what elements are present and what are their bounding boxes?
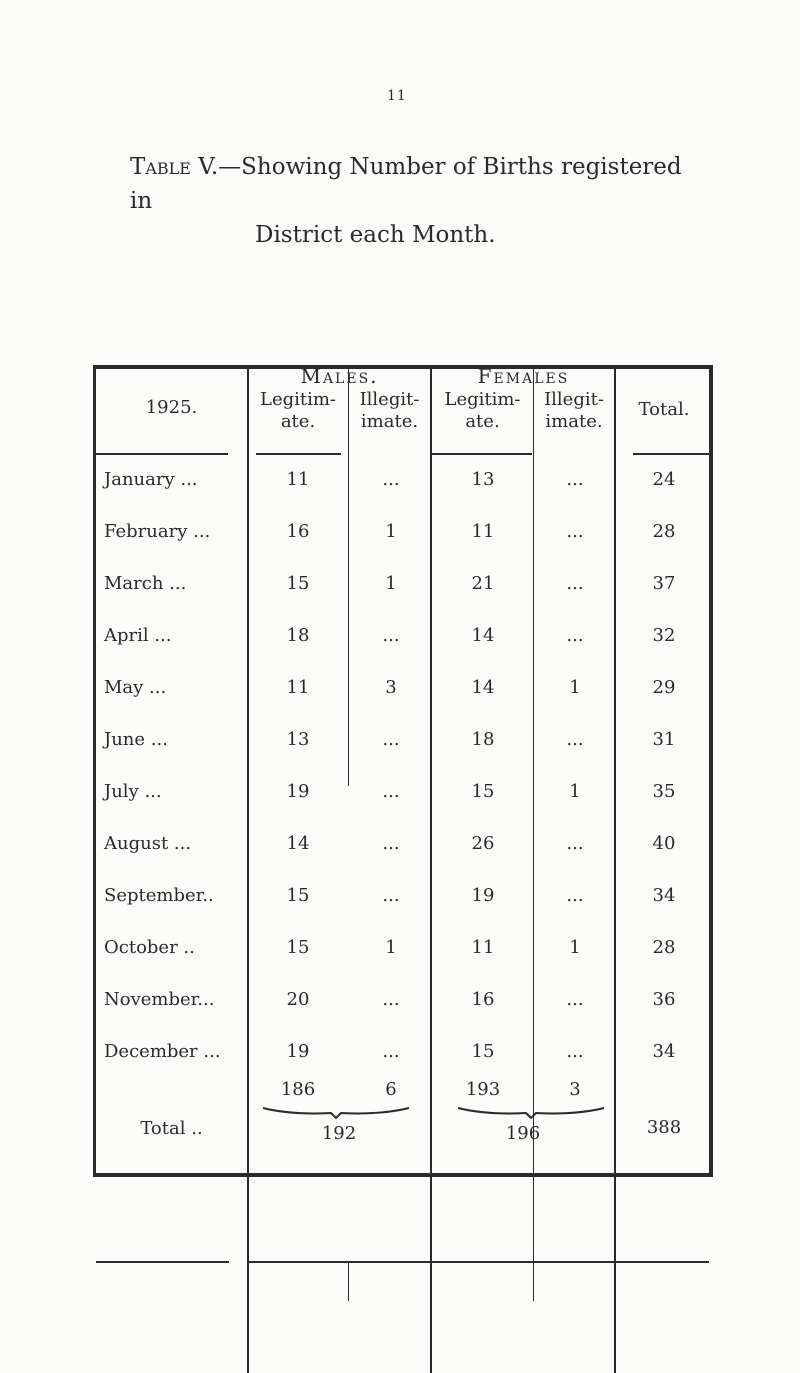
total-value: 37 — [652, 573, 676, 594]
males-legit-value: 19 — [286, 1041, 310, 1062]
females-illegit-value: ... — [566, 469, 584, 490]
row-month: October .. — [104, 937, 195, 958]
females-illegit-header-line2: imate. — [545, 411, 603, 432]
males-legit-total: 186 — [280, 1079, 316, 1100]
males-illegit-header-line1: Illegit- — [359, 389, 420, 410]
col-rule-1 — [247, 369, 249, 1373]
males-illegit-value: ... — [382, 625, 400, 646]
males-illegit-value: 1 — [385, 937, 397, 958]
males-header: Males. — [300, 364, 379, 388]
females-illegit-value: 1 — [569, 937, 581, 958]
females-illegit-value: ... — [566, 729, 584, 750]
header-rule-2 — [256, 453, 341, 455]
females-illegit-value: 1 — [569, 781, 581, 802]
total-value: 35 — [652, 781, 676, 802]
row-month: June ... — [104, 729, 168, 750]
total-value: 24 — [652, 469, 676, 490]
males-illegit-value: ... — [382, 729, 400, 750]
births-table — [93, 365, 713, 1177]
females-illegit-value: ... — [566, 989, 584, 1010]
females-legit-value: 16 — [471, 989, 495, 1010]
total-rule-2 — [249, 1261, 709, 1263]
males-legit-value: 18 — [286, 625, 310, 646]
females-legit-value: 11 — [471, 937, 495, 958]
females-legit-value: 15 — [471, 781, 495, 802]
females-illegit-total: 3 — [569, 1079, 581, 1100]
males-legit-value: 14 — [286, 833, 310, 854]
row-month: August ... — [104, 833, 192, 854]
males-illegit-value: ... — [382, 885, 400, 906]
males-legit-value: 16 — [286, 521, 310, 542]
total-value: 40 — [652, 833, 676, 854]
caption-text-line2: District each Month. — [255, 222, 496, 248]
males-illegit-value: 1 — [385, 573, 397, 594]
females-legit-value: 11 — [471, 521, 495, 542]
males-legit-value: 13 — [286, 729, 310, 750]
females-legit-total: 193 — [465, 1079, 501, 1100]
males-legit-value: 15 — [286, 937, 310, 958]
caption-label: Table V. — [130, 154, 219, 180]
males-illegit-total: 6 — [385, 1079, 397, 1100]
females-legit-value: 14 — [471, 625, 495, 646]
females-illegit-value: ... — [566, 885, 584, 906]
females-illegit-value: ... — [566, 625, 584, 646]
females-legit-header-line2: ate. — [465, 411, 500, 432]
females-illegit-value: 1 — [569, 677, 581, 698]
row-month: July ... — [104, 781, 162, 802]
males-illegit-value: 3 — [385, 677, 397, 698]
header-rule-3 — [432, 453, 532, 455]
females-legit-value: 18 — [471, 729, 495, 750]
row-month: January ... — [104, 469, 198, 490]
col-rule-2d — [348, 1261, 349, 1301]
total-value: 32 — [652, 625, 676, 646]
females-illegit-value: ... — [566, 833, 584, 854]
row-month: April ... — [104, 625, 172, 646]
males-illegit-value: ... — [382, 833, 400, 854]
total-header: Total. — [638, 399, 690, 420]
females-header: Females — [477, 364, 570, 388]
header-rule-1 — [96, 453, 228, 455]
females-illegit-value: ... — [566, 1041, 584, 1062]
males-legit-value: 11 — [286, 469, 310, 490]
males-legit-header-line2: ate. — [280, 411, 316, 432]
row-month: May ... — [104, 677, 167, 698]
males-illegit-value: ... — [382, 781, 400, 802]
females-legit-value: 13 — [471, 469, 495, 490]
females-legit-value: 21 — [471, 573, 495, 594]
females-legit-header — [432, 389, 533, 433]
females-legit-value: 14 — [471, 677, 495, 698]
males-legit-header-line1: Legitim- — [259, 389, 337, 410]
total-value: 29 — [652, 677, 676, 698]
total-value: 28 — [652, 937, 676, 958]
males-total: 192 — [321, 1123, 357, 1144]
females-legit-value: 26 — [471, 833, 495, 854]
row-month: February ... — [104, 521, 211, 542]
header-rule-4 — [633, 453, 709, 455]
females-total: 196 — [505, 1123, 541, 1144]
total-rule-1 — [96, 1261, 229, 1263]
total-value: 34 — [652, 1041, 676, 1062]
females-legit-value: 15 — [471, 1041, 495, 1062]
grand-total: 388 — [646, 1117, 682, 1138]
males-brace — [261, 1106, 411, 1120]
caption-text: —Showing Number of Births registered in — [130, 154, 682, 214]
females-illegit-value: ... — [566, 573, 584, 594]
males-illegit-header — [349, 389, 430, 433]
year-header: 1925. — [145, 397, 198, 418]
row-month: December ... — [104, 1041, 221, 1062]
males-illegit-value: 1 — [385, 521, 397, 542]
females-illegit-header-line1: Illegit- — [544, 389, 604, 410]
females-illegit-value: ... — [566, 521, 584, 542]
row-month: March ... — [104, 573, 187, 594]
males-legit-value: 15 — [286, 573, 310, 594]
females-legit-value: 19 — [471, 885, 495, 906]
page-number: 11 — [387, 88, 407, 104]
total-value: 34 — [652, 885, 676, 906]
males-legit-value: 20 — [286, 989, 310, 1010]
males-illegit-value: ... — [382, 469, 400, 490]
males-illegit-value: ... — [382, 1041, 400, 1062]
total-value: 31 — [652, 729, 676, 750]
males-legit-value: 15 — [286, 885, 310, 906]
males-legit-value: 11 — [286, 677, 310, 698]
females-brace — [456, 1106, 606, 1120]
males-legit-value: 19 — [286, 781, 310, 802]
males-illegit-header-line2: imate. — [360, 411, 419, 432]
females-illegit-header — [534, 389, 614, 433]
row-month: September.. — [104, 885, 214, 906]
col-rule-5 — [614, 369, 616, 1373]
row-month: November... — [104, 989, 215, 1010]
total-value: 28 — [652, 521, 676, 542]
table-caption — [130, 150, 690, 252]
males-illegit-value: ... — [382, 989, 400, 1010]
total-label: Total .. — [140, 1118, 203, 1139]
females-legit-header-line1: Legitim- — [444, 389, 521, 410]
males-legit-header — [248, 389, 348, 433]
col-rule-3 — [430, 369, 432, 1373]
total-value: 36 — [652, 989, 676, 1010]
